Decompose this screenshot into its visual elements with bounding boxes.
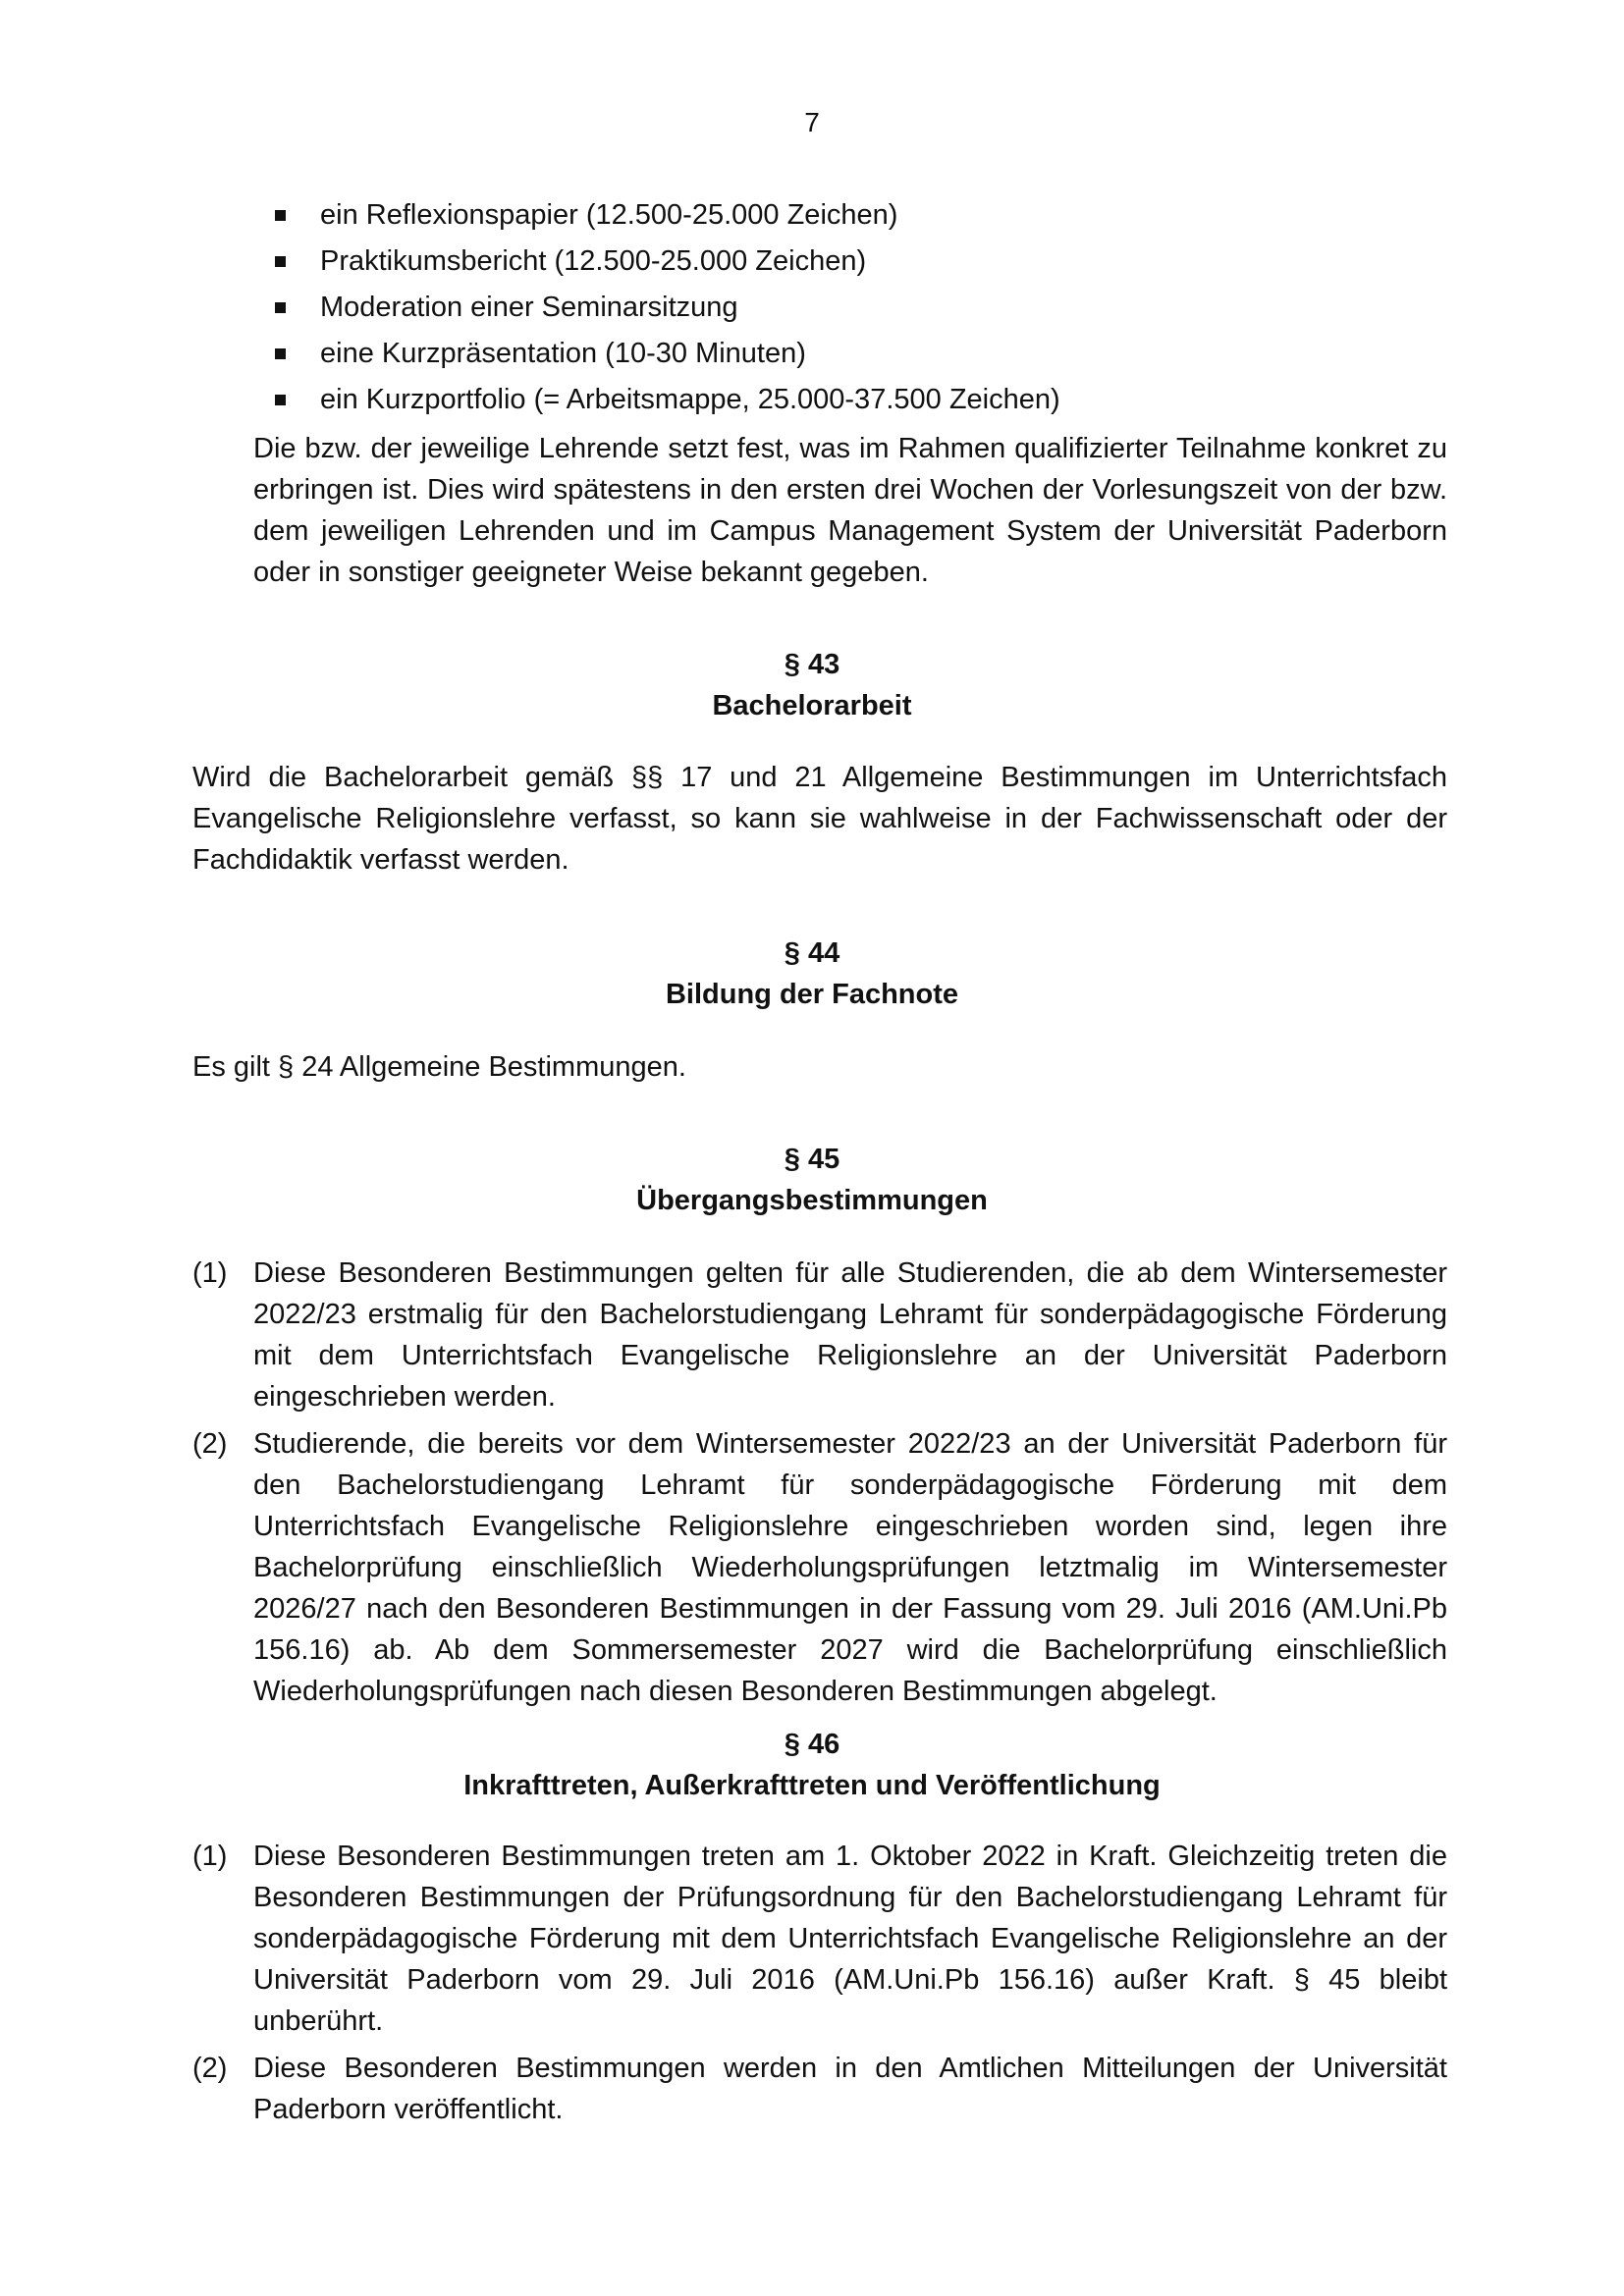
bullet-square-icon [275, 210, 286, 221]
section-45-list [192, 1253, 1447, 1718]
list-item: ein Reflexionspapier (12.500-25.000 Zeichen) [271, 192, 1449, 239]
section-number: § 43 [784, 649, 840, 680]
section-number: § 45 [784, 1144, 840, 1175]
list-item: (1) Diese Besonderen Bestimmungen gelten für alle Studierenden, die ab dem Wintersemester 2022/23 erstmalig für den Bachelorstudiengang Lehramt für sonderpädagogische Förderung mit dem Unterrichtsfach Evangelische Religionslehre an der Universität Paderborn eingeschrieben werden. [192, 1257, 1447, 1413]
list-item: (2) Diese Besonderen Bestimmungen werden in den Amtlichen Mitteilungen der Universität Paderborn veröffentlicht. [192, 2053, 1447, 2125]
section-44-text: Es gilt § 24 Allgemeine Bestimmungen. [192, 1051, 686, 1083]
section-number: § 46 [784, 1729, 840, 1760]
bullet-list [271, 192, 1449, 423]
bullet-square-icon [275, 302, 286, 313]
bullet-square-icon [275, 395, 286, 405]
section-title: Inkrafttreten, Außerkrafttreten und Veröffentlichung [463, 1770, 1161, 1801]
list-item: (2) Studierende, die bereits vor dem Wintersemester 2022/23 an der Universität Paderborn für den Bachelorstudiengang Lehramt für sonderpädagogische Förderung mit dem Unterrichtsfach Evangelische Religionslehre eingeschrieben worden sind, legen ihre Bachelorprüfung einschließlich Wiederholungsprüfungen letztmalig im Wintersemester 2026/27 nach den Besonderen Bestimmungen in der Fassung vom 29. Juli 2016 (AM.Uni.Pb 156.16) ab. Ab dem Sommersemester 2027 wird die Bachelorprüfung einschließlich Wiederholungsprüfungen nach diesen Besonderen Bestimmungen abgelegt. [192, 1428, 1447, 1707]
intro-paragraph: Die bzw. der jeweilige Lehrende setzt fest, was im Rahmen qualifizierter Teilnahme konkret zu erbringen ist. Dies wird spätestens in den ersten drei Wochen der Vorlesungszeit von der bzw. dem jeweiligen Lehrenden und im Campus Management System der Universität Paderborn oder in sonstiger geeigneter Weise bekannt gegeben. [253, 433, 1447, 588]
section-46-heading [0, 1724, 1624, 1806]
section-title: Übergangsbestimmungen [636, 1185, 988, 1216]
section-43-text: Wird die Bachelorarbeit gemäß §§ 17 und 21 Allgemeine Bestimmungen im Unterrichtsfach Evangelische Religionslehre verfasst, so kann sie wahlweise in der Fachwissenschaft oder der Fachdidaktik verfasst werden. [192, 762, 1447, 876]
section-44-heading [0, 933, 1624, 1015]
list-item: (1) Diese Besonderen Bestimmungen treten am 1. Oktober 2022 in Kraft. Gleichzeitig treten die Besonderen Bestimmungen der Prüfungsordnung für den Bachelorstudiengang Lehramt für sonderpädagogische Förderung mit dem Unterrichtsfach Evangelische Religionslehre an der Universität Paderborn vom 29. Juli 2016 (AM.Uni.Pb 156.16) außer Kraft. § 45 bleibt unberührt. [192, 1841, 1447, 2037]
section-43-heading [0, 644, 1624, 726]
bullet-square-icon [275, 348, 286, 359]
section-number: § 44 [784, 937, 840, 969]
section-46-list [192, 1836, 1447, 2136]
page-number: 7 [804, 107, 820, 137]
list-item: Moderation einer Seminarsitzung [271, 285, 1449, 331]
list-item: eine Kurzpräsentation (10-30 Minuten) [271, 331, 1449, 377]
list-item: Praktikumsbericht (12.500-25.000 Zeichen) [271, 239, 1449, 285]
section-45-heading [0, 1139, 1624, 1221]
section-title: Bachelorarbeit [712, 690, 912, 721]
section-title: Bildung der Fachnote [665, 979, 959, 1010]
list-item: ein Kurzportfolio (= Arbeitsmappe, 25.000-37.500 Zeichen) [271, 377, 1449, 423]
bullet-square-icon [275, 256, 286, 267]
